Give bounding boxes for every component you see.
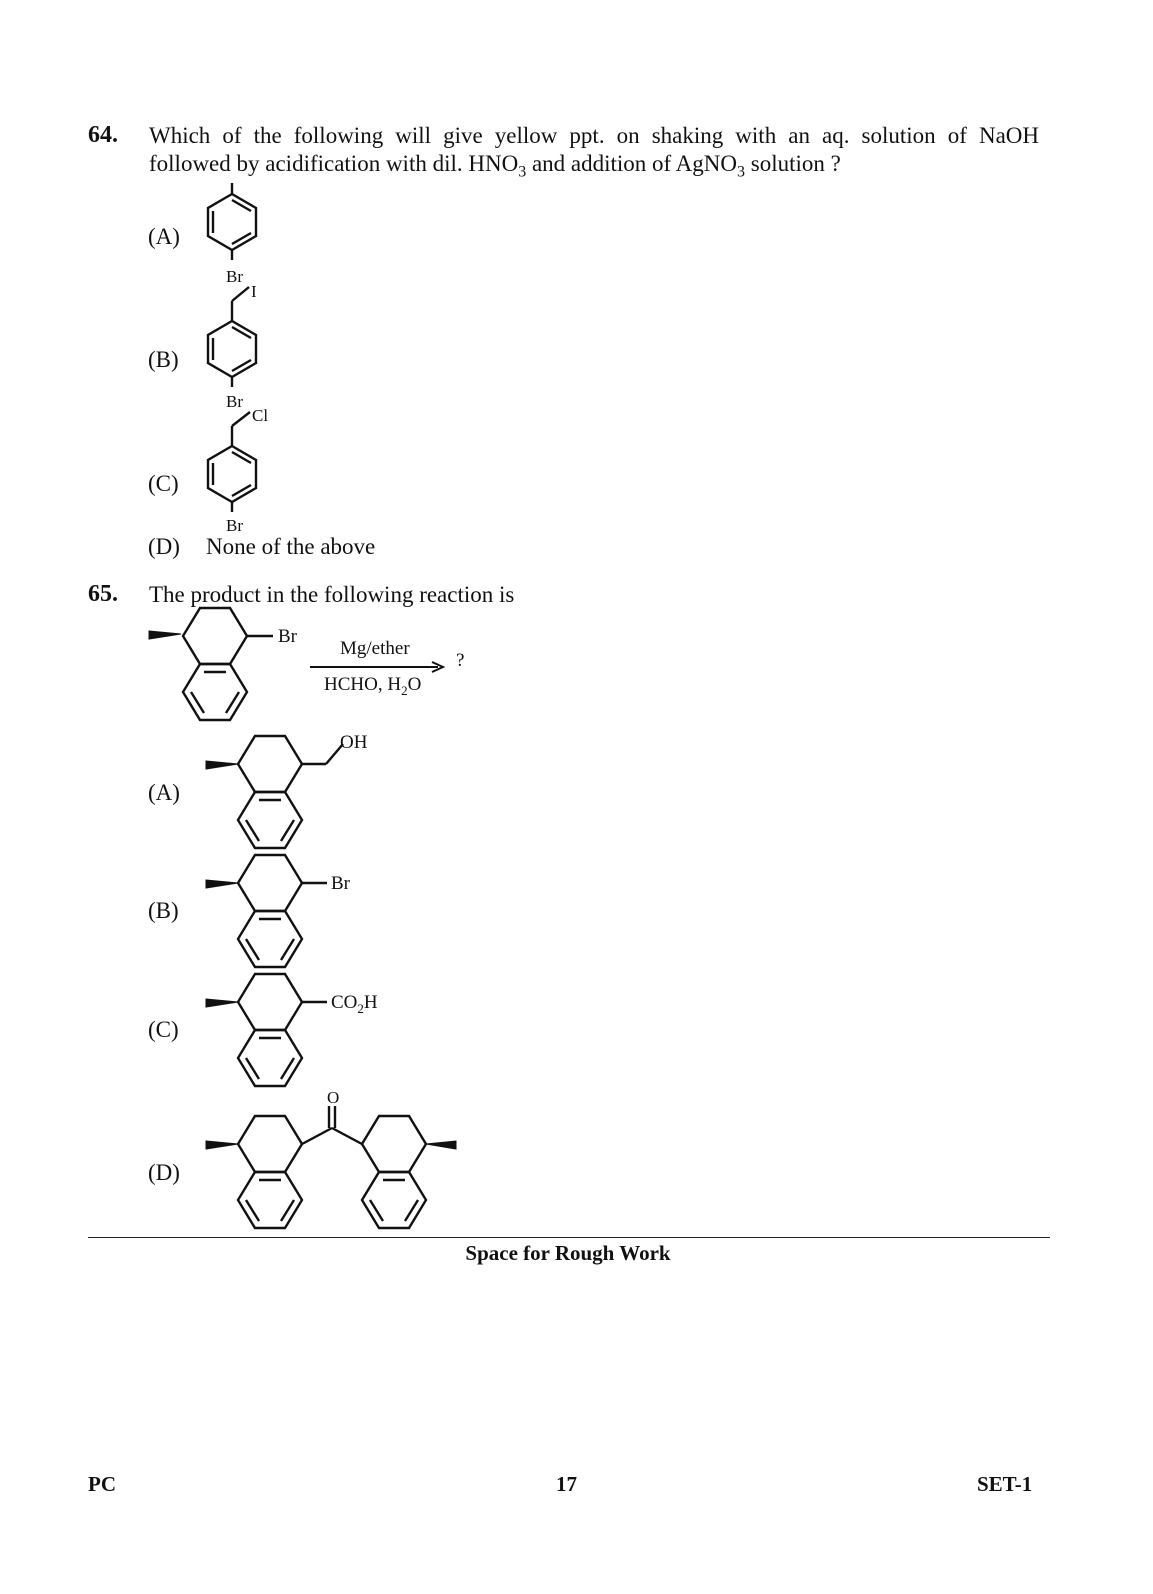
reagent-top: Mg/ether bbox=[340, 638, 410, 659]
question-64-line1: Which of the following will give yellow ppt. on shaking with an aq. solution of NaOH bbox=[149, 123, 1039, 148]
question-number-65: 65. bbox=[88, 581, 118, 607]
option-65-a-group-oh: OH bbox=[340, 732, 368, 753]
reaction-arrow bbox=[310, 660, 450, 674]
question-64-line2: followed by acidification with dil. $HNO_3$ and addition of AgNO$_3$ solution ? bbox=[149, 151, 841, 181]
option-64-c-structure bbox=[200, 410, 270, 520]
question-64-text bbox=[149, 122, 1039, 187]
question-number-64: 64. bbox=[88, 122, 118, 148]
option-65-b-label[interactable]: (B) bbox=[148, 898, 179, 923]
reaction-product-unknown: ? bbox=[456, 650, 465, 671]
option-64-a-structure bbox=[200, 180, 270, 270]
option-65-d-structure bbox=[200, 1100, 470, 1235]
option-65-d-label[interactable]: (D) bbox=[148, 1160, 180, 1185]
question-65-text: The product in the following reaction is bbox=[149, 582, 515, 607]
option-65-d-atom-o: O bbox=[327, 1088, 340, 1107]
rough-work-heading: Space for Rough Work bbox=[465, 1241, 671, 1265]
footer-page-number: 17 bbox=[556, 1472, 577, 1496]
reagent-bottom: HCHO, $H_2O$ bbox=[324, 674, 422, 698]
option-64-b-atom-i: I bbox=[251, 282, 257, 301]
option-65-b-structure bbox=[200, 850, 370, 975]
option-64-b-structure bbox=[200, 285, 270, 395]
option-65-c-group-co2h: $CO_2H$ bbox=[331, 992, 378, 1016]
option-64-c-label[interactable]: (C) bbox=[148, 471, 179, 496]
option-65-c-structure bbox=[200, 970, 370, 1095]
option-64-b-atom-br: Br bbox=[226, 392, 243, 411]
option-64-a-label[interactable]: (A) bbox=[148, 224, 180, 249]
option-64-c-atom-cl: Cl bbox=[252, 406, 269, 425]
option-65-c-label[interactable]: (C) bbox=[148, 1017, 179, 1042]
option-64-b-label[interactable]: (B) bbox=[148, 347, 179, 372]
reactant-atom-br: Br bbox=[278, 626, 297, 647]
footer-subject-code: PC bbox=[88, 1472, 116, 1496]
option-64-a-atom-br: Br bbox=[226, 267, 243, 286]
option-64-c-atom-br: Br bbox=[226, 516, 243, 535]
footer-set-code: SET-1 bbox=[977, 1472, 1033, 1496]
rough-work-divider bbox=[88, 1237, 1050, 1238]
reactant-structure bbox=[145, 600, 305, 730]
option-65-b-group-br: Br bbox=[331, 873, 350, 894]
option-64-d-label[interactable]: (D) bbox=[148, 534, 180, 559]
option-65-a-label[interactable]: (A) bbox=[148, 780, 180, 805]
option-64-d-text: None of the above bbox=[206, 534, 376, 559]
